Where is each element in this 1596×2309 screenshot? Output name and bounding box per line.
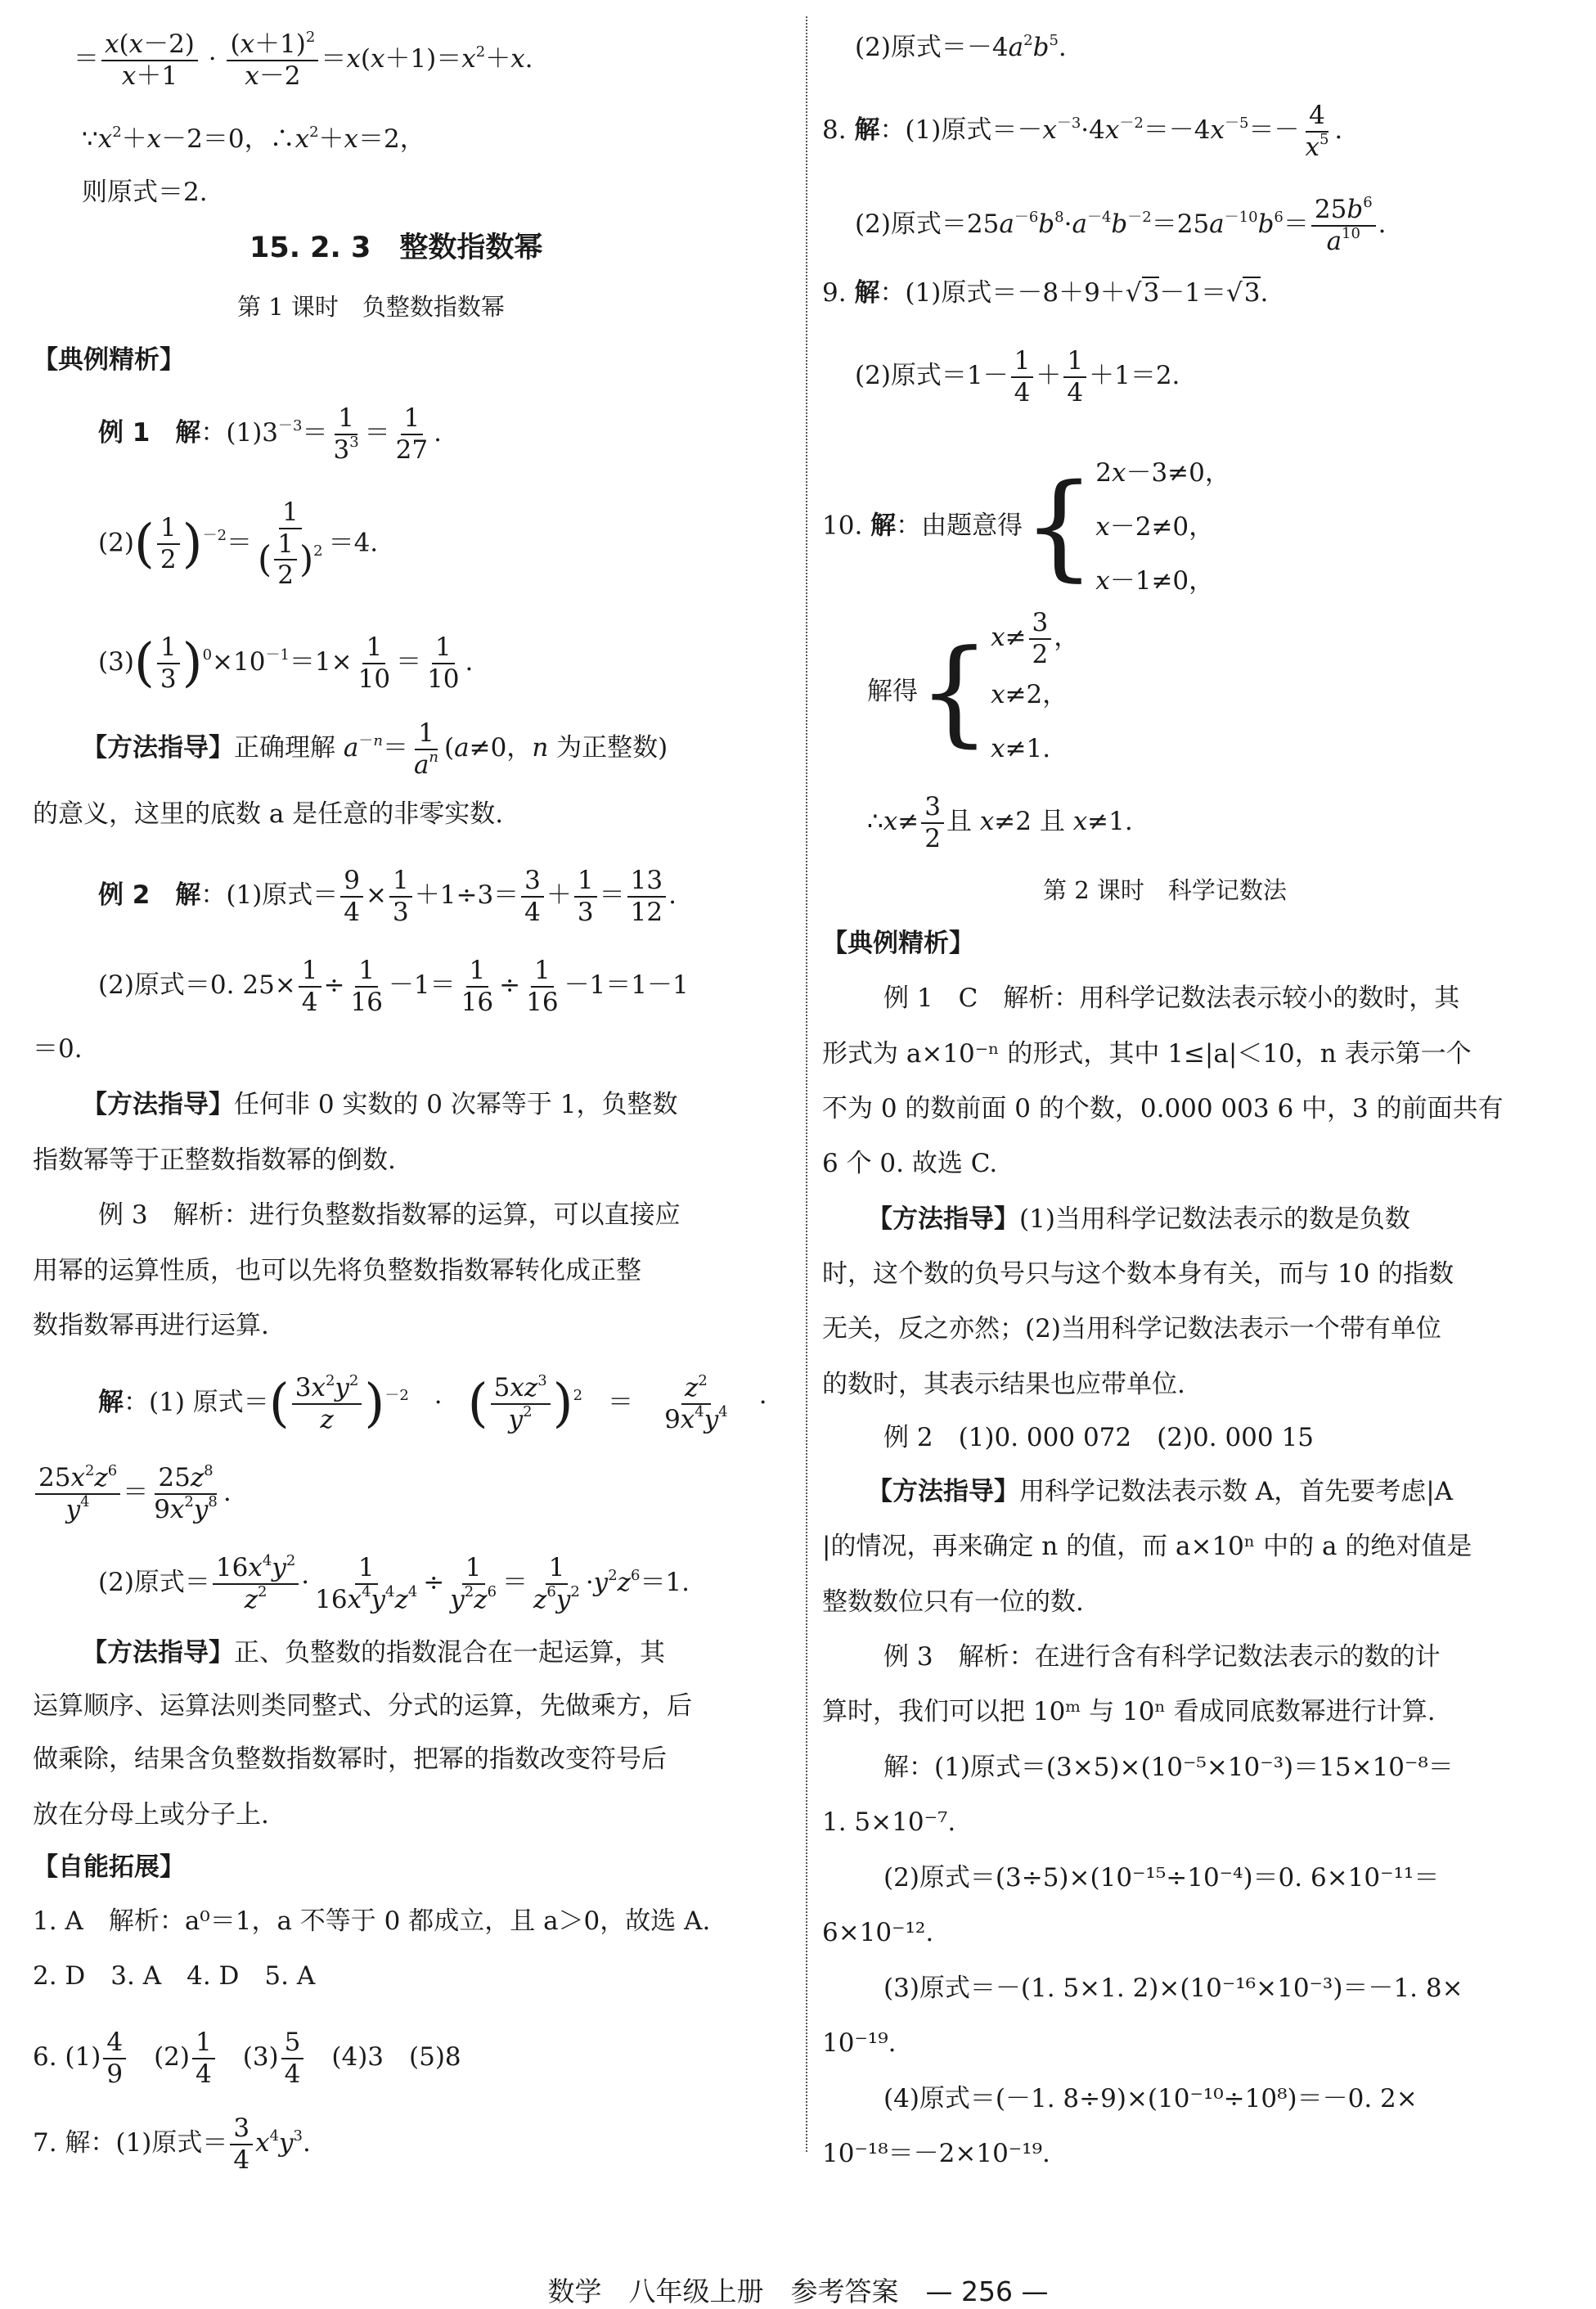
solution-line: 10⁻¹⁸＝－2×10⁻¹⁹. xyxy=(822,2139,1050,2168)
example-line: 例 1 C 解析：用科学记数法表示较小的数时，其 xyxy=(883,983,1460,1013)
example-line: 不为 0 的数前面 0 的个数，0.000 003 6 中，3 的前面共有 xyxy=(822,1094,1504,1123)
solution-line: (4)原式＝(－1. 8÷9)×(10⁻¹⁰÷10⁸)＝－0. 2× xyxy=(883,2084,1418,2113)
section-heading: 【典例精析】 xyxy=(33,345,185,375)
section-title: 15. 2. 3 整数指数幂 xyxy=(250,232,543,264)
method-line: 运算顺序、运算法则类同整式、分式的运算，先做乘方，后 xyxy=(33,1691,692,1721)
equation-line: ＝ $\frac{x(x-2)}{x+1}$ · $\frac{(x+1)^2}{x-2}$ $=x(x+1)=x^2+x$. xyxy=(74,28,533,91)
method-line: 整数数位只有一位的数. xyxy=(822,1587,1084,1617)
lesson-title: 第 1 课时 负整数指数幂 xyxy=(237,293,505,321)
method-line: |的情况，再来确定 n 的值，而 a×10ⁿ 中的 a 的绝对值是 xyxy=(822,1532,1472,1561)
example-line: 算时，我们可以把 10ᵐ 与 10ⁿ 看成同底数幂进行计算. xyxy=(822,1697,1436,1726)
answer-line: 2. D 3. A 4. D 5. A xyxy=(33,1961,316,1991)
example-line: 用幂的运算性质，也可以先将负整数指数幂转化成正整 xyxy=(33,1256,641,1285)
example-line: 例 2 解：(1)原式＝ $\frac{9}{4}$ × $\frac{1}{3}$ ＋1÷3＝ $\frac{3}{4}$ ＋ $\frac{1}{3}$ ＝ $\frac{13}{12}$ . xyxy=(98,866,677,927)
example-line: ＝0. xyxy=(33,1034,83,1064)
solution-line: 10⁻¹⁹. xyxy=(822,2028,897,2058)
text-line: 则原式＝2. xyxy=(82,178,208,207)
answer-line: 1. A 解析：a⁰＝1，a 不等于 0 都成立，且 a＞0，故选 A. xyxy=(33,1906,711,1936)
solution-line: 1. 5×10⁻⁷. xyxy=(822,1807,956,1837)
method-line: 做乘除，结果含负整数指数幂时，把幂的指数改变符号后 xyxy=(33,1744,667,1774)
example-line: $\frac{25x^2z^6}{y^4}$ ＝ $\frac{25z^8}{9x^2y^8}$ . xyxy=(33,1465,232,1523)
page-footer: 数学 八年级上册 参考答案 — 256 — xyxy=(547,2275,1049,2307)
answer-line: 解得{ x≠ $\frac{3}{2}$ ， x≠2， x≠1. xyxy=(867,608,1080,764)
section-heading: 【自能拓展】 xyxy=(33,1852,185,1882)
answer-line: (2)原式$=25a^{-6}b^8\cdot a^{-4}b^{-2}=25a^{-10}b^6=$ $\frac{25b^6}{a^{10}}$ . xyxy=(855,193,1387,256)
method-line: 指数幂等于正整数指数幂的倒数. xyxy=(33,1145,396,1175)
method-line: 的数时，其表示结果也应带单位. xyxy=(822,1370,1185,1399)
method-line: 无关，反之亦然；(2)当用科学记数法表示一个带有单位 xyxy=(822,1314,1441,1344)
method-line: 【方法指导】任何非 0 实数的 0 次幂等于 1，负整数 xyxy=(82,1090,678,1119)
solution-line: 解：(1)原式＝(3×5)×(10⁻⁵×10⁻³)＝15×10⁻⁸＝ xyxy=(883,1753,1454,1782)
example-line: (2)( $\frac{1}{2}$ )$^{-2}$＝ 1 ( $\frac{1}{2}$ )$^2$ ＝4. xyxy=(98,497,379,591)
answer-line: (2)原式＝1－ $\frac{1}{4}$ ＋ $\frac{1}{4}$ ＋1＝2. xyxy=(855,346,1180,407)
answer-line: ∴x≠ $\frac{3}{2}$ 且 x≠2 且 x≠1. xyxy=(867,792,1133,853)
lesson-title: 第 2 课时 科学记数法 xyxy=(1043,876,1287,904)
method-line: 【方法指导】(1)当用科学记数法表示的数是负数 xyxy=(867,1204,1410,1234)
answer-line: 8. 解：(1)原式$=-x^{-3}\cdot 4x^{-2}=-4x^{-5}=-$ $\frac{4}{x^5}$ . xyxy=(822,101,1343,162)
solution-line: (3)原式＝－(1. 5×1. 2)×(10⁻¹⁶×10⁻³)＝－1. 8× xyxy=(883,1974,1463,2003)
solution-line: 6×10⁻¹². xyxy=(822,1918,934,1947)
method-line: 【方法指导】正确理解 $a^{-n}=$ $\frac{1}{a^n}$ (a≠0，n 为正整数) xyxy=(82,718,668,780)
example-line: 数指数幂再进行运算. xyxy=(33,1311,269,1340)
example-line: (3)( $\frac{1}{3}$ )$^0\times 10^{-1}=1\times$ $\frac{1}{10}$ ＝ $\frac{1}{10}$ . xyxy=(98,632,474,694)
example-line: (2)原式＝0. 25× $\frac{1}{4}$ ÷ $\frac{1}{16}$ －1＝ $\frac{1}{16}$ ÷ $\frac{1}{16}$ －1＝1－1 xyxy=(98,956,689,1017)
section-heading: 【典例精析】 xyxy=(822,929,974,958)
column-divider xyxy=(806,16,807,2152)
method-line: 时，这个数的负号只与这个数本身有关，而与 10 的指数 xyxy=(822,1259,1454,1289)
example-line: 6 个 0. 故选 C. xyxy=(822,1149,998,1178)
example-line: 形式为 a×10⁻ⁿ 的形式，其中 1≤|a|＜10，n 表示第一个 xyxy=(822,1039,1472,1069)
answer-line: 10. 解：由题意得{ 2x－3≠0， x－2≠0， x－1≠0， xyxy=(822,458,1230,596)
example-line: 例 3 解析：进行负整数指数幂的运算，可以直接应 xyxy=(98,1200,681,1230)
answer-line: 7. 解：(1)原式＝ $\frac{3}{4}$ $x^4y^3$. xyxy=(33,2113,311,2175)
example-line: 例 2 (1)0. 000 072 (2)0. 000 15 xyxy=(883,1423,1314,1452)
answer-line: (2)原式$=-4a^2b^5$. xyxy=(855,31,1067,62)
solution-line: (2)原式＝(3÷5)×(10⁻¹⁵÷10⁻⁴)＝0. 6×10⁻¹¹＝ xyxy=(883,1863,1440,1893)
example-line: 例 1 解：$(1)3^{-3}=$ $\frac{1}{3^3}$ ＝ $\frac{1}{27}$ . xyxy=(98,403,442,465)
method-line: 【方法指导】用科学记数法表示数 A，首先要考虑|A xyxy=(867,1477,1454,1506)
method-line: 的意义，这里的底数 a 是任意的非零实数. xyxy=(33,799,504,829)
example-line: (2)原式＝ $\frac{16x^4y^2}{z^2}$ · $\frac{1}{16x^4y^4z^4}$ ÷ $\frac{1}{y^2z^6}$ ＝ $\frac{1}{z^6y^2}$ $\cdot y^2z^6=1$. xyxy=(98,1551,690,1614)
answer-line: 6. (1) $\frac{4}{9}$ (2) $\frac{1}{4}$ (3) $\frac{5}{4}$ (4)3 (5)8 xyxy=(33,2028,461,2089)
example-line: 例 3 解析：在进行含有科学记数法表示的数的计 xyxy=(883,1642,1441,1672)
answer-line: 9. 解：(1)原式＝－8＋9＋√3－1＝√3. xyxy=(822,278,1269,308)
equation-line: $\because x^2+x-2=0$，$\therefore x^2+x=2$， xyxy=(82,123,425,154)
method-line: 放在分母上或分子上. xyxy=(33,1800,269,1830)
method-line: 【方法指导】正、负整数的指数混合在一起运算，其 xyxy=(82,1638,665,1668)
example-line: 解：(1) 原式＝( $\frac{3x^2y^2}{z}$ )$^{-2}$ · ( $\frac{5xz^3}{y^2}$ )$^2$ ＝ $\frac{z^2}{9x^4y^4}$ · xyxy=(98,1371,767,1434)
